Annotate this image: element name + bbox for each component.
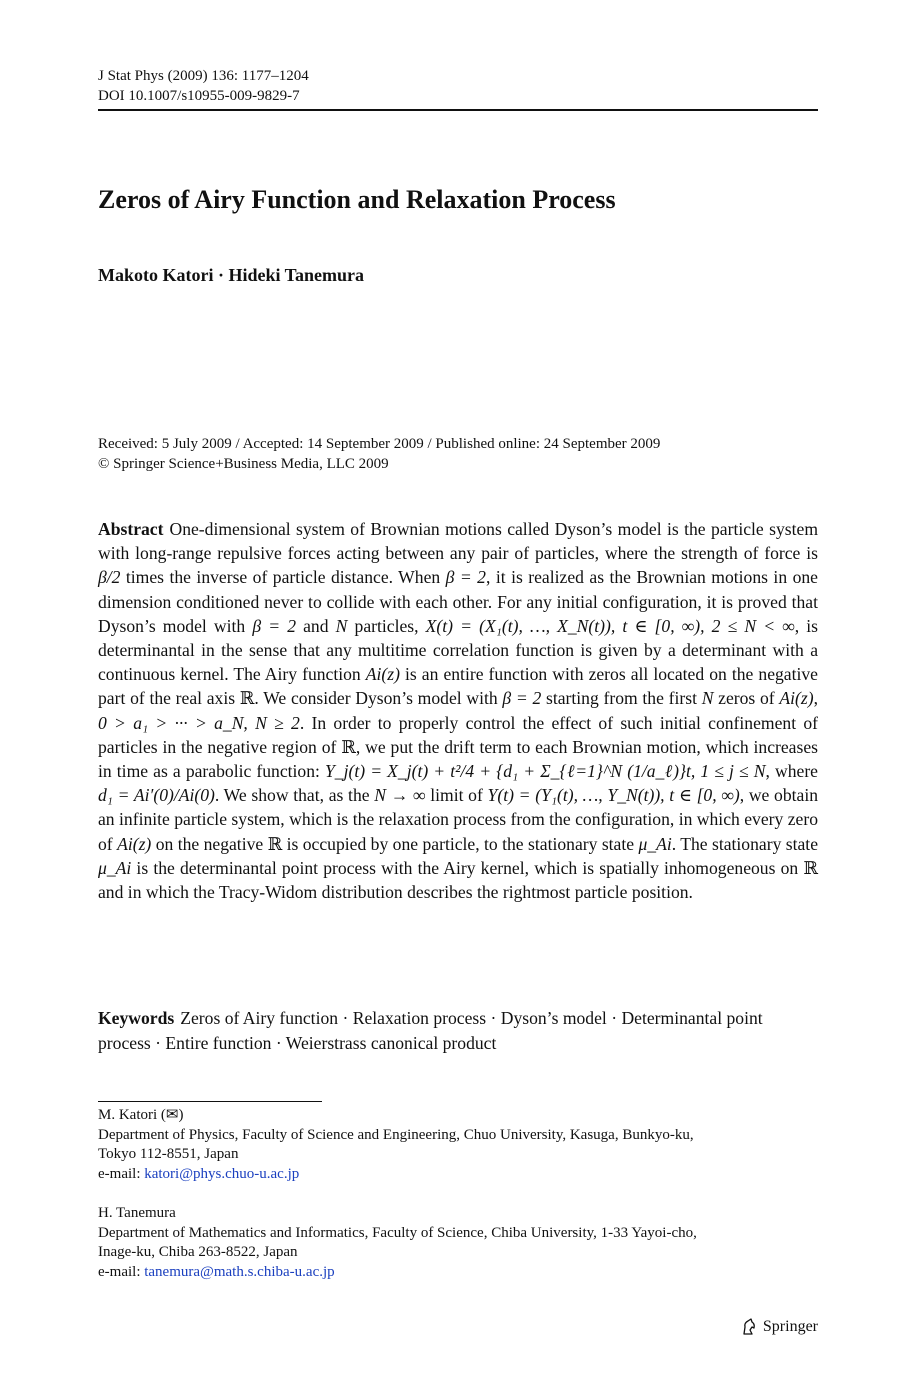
- keywords: [98, 1006, 818, 1056]
- abstract-text: starting from the first: [541, 688, 702, 709]
- math-y-process: Y(t) = (Y₁(t), …, Y_N(t)), t ∈ [0, ∞): [487, 785, 740, 806]
- abstract-text: . We show that, as the: [214, 785, 375, 806]
- math-zeros: 0 > a₁ > ··· > a_N, N ≥ 2: [98, 712, 300, 733]
- affiliation-dept: Department of Physics, Faculty of Science and Engineering, Chuo University, Kasuga, Bunkyo-ku,: [98, 1126, 694, 1143]
- math-n: N: [335, 615, 348, 636]
- math-mu-ai: μ_Ai: [638, 833, 672, 854]
- abstract: Abstract One-dimensional system of Brownian motions called Dyson’s model is the particle system with long-range repulsive forces acting between any pair of particles, where the strength of force is β/2 times the inverse of particle distance. When β = 2, it is realized as the Brownian motions in one dimension conditioned never to collide with each other. For any initial configuration, it is proved that Dyson’s model with β = 2 and N particles, X(t) = (X₁(t), …, X_N(t)), t ∈ [0, ∞), 2 ≤ N < ∞, is determinantal in the sense that any multitime correlation function is given by a determinant with a continuous kernel. The Airy function Ai(z) is an entire function with zeros all located on the negative part of the real axis ℝ. We consider Dyson’s model with β = 2 starting from the first N zeros of Ai(z), 0 > a₁ > ··· > a_N, N ≥ 2. In order to properly control the effect of such initial confinement of particles in the negative region of ℝ, we put the drift term to each Brownian motion, which increases in time as a parabolic function: Y_j(t) = X_j(t) + t²/4 + {d₁ + Σ_{ℓ=1}^N (1/a_ℓ)}t, 1 ≤ j ≤ N, where d₁ = Ai′(0)/Ai(0). We show that, as the N → ∞ limit of Y(t) = (Y₁(t), …, Y_N(t)), t ∈ [0, ∞), we obtain an infinite particle system, which is the relaxation process from the configuration, in which every zero of Ai(z) on the negative ℝ is occupied by one particle, to the stationary state μ_Ai. The stationary state μ_Ai is the determinantal point process with the Airy kernel, which is spatially inhomogeneous on ℝ and in which the Tracy-Widom distribution describes the rightmost particle position.: [98, 519, 819, 903]
- copyright: © Springer Science+Business Media, LLC 2009: [98, 455, 389, 472]
- math-mu-ai: μ_Ai: [98, 857, 132, 878]
- abstract-text: , where: [765, 761, 818, 782]
- abstract-text: . In order to properly control the effect of such initial confinement of particles in the negative region of ℝ, we put the drift term to each Brownian motion, which increases in time as a parabolic function:: [98, 712, 819, 782]
- affiliation-katori: [98, 1106, 818, 1184]
- abstract-text: , it is realized as the Brownian motions in one dimension conditioned never to collide with each other. For any initial configuration, it is proved that Dyson’s model with: [98, 567, 818, 636]
- affiliation-name: H. Tanemura: [98, 1205, 176, 1221]
- affiliation-city: Tokyo 112-8551, Japan: [98, 1146, 239, 1162]
- abstract-text: on the negative ℝ is occupied by one particle, to the stationary state: [151, 833, 639, 854]
- springer-logo: [740, 1317, 818, 1337]
- math-x-process: X(t) = (X₁(t), …, X_N(t)), t ∈ [0, ∞), 2 ≤ N < ∞: [425, 615, 795, 636]
- abstract-text: times the inverse of particle distance. When: [120, 567, 446, 588]
- abstract-text: and: [296, 615, 336, 636]
- math-limit: N → ∞: [374, 785, 426, 806]
- affiliation-email-line: [98, 1263, 818, 1283]
- email-label: e-mail:: [98, 1165, 145, 1182]
- abstract-label: Abstract: [98, 519, 164, 539]
- author-list: Makoto Katori · Hideki Tanemura: [98, 265, 365, 285]
- abstract-text: is an entire function with zeros all located on the negative part of the real axis ℝ. We consider Dyson’s model with: [98, 664, 818, 709]
- affiliation-tanemura: [98, 1204, 818, 1282]
- affiliation-city: Inage-ku, Chiba 263-8522, Japan: [98, 1244, 298, 1260]
- publication-history: [98, 435, 818, 474]
- email-link-tanemura[interactable]: tanemura@math.s.chiba-u.ac.jp: [144, 1263, 335, 1280]
- math-airy: Ai(z): [117, 833, 152, 854]
- math-d1: d₁ = Ai′(0)/Ai(0): [98, 785, 215, 806]
- math-beta-2: β = 2: [252, 615, 296, 636]
- abstract-text: particles,: [347, 615, 426, 636]
- journal-citation: J Stat Phys (2009) 136: 1177–1204: [98, 68, 309, 84]
- math-n: N: [701, 688, 714, 709]
- footnote-rule: [98, 1101, 322, 1102]
- math-beta-half: β/2: [98, 567, 121, 588]
- email-label: e-mail:: [98, 1263, 145, 1280]
- math-beta-2: β = 2: [445, 567, 486, 588]
- keywords-text: Zeros of Airy function · Relaxation process · Dyson’s model · Determinantal point process · Entire function · Weierstrass canonical product: [98, 1008, 763, 1053]
- abstract-text: , is determinantal in the sense that any multitime correlation function is given by a determinant with a continuous kernel. The Airy function: [98, 615, 819, 685]
- history-dates: Received: 5 July 2009 / Accepted: 14 September 2009 / Published online: 24 September 2009: [98, 436, 661, 452]
- math-beta-2: β = 2: [502, 688, 542, 709]
- affiliation-name: M. Katori (✉): [98, 1107, 184, 1123]
- math-airy: Ai(z): [365, 664, 400, 685]
- abstract-text: limit of: [425, 785, 488, 806]
- abstract-text: is the determinantal point process with the Airy kernel, which is spatially inhomogeneous on ℝ and in which the Tracy-Widom distribution describes the rightmost particle position.: [98, 857, 818, 903]
- math-airy: Ai(z): [779, 688, 814, 709]
- affiliation-email-line: [98, 1165, 818, 1185]
- springer-wordmark: Springer: [762, 1318, 818, 1335]
- doi: DOI 10.1007/s10955-009-9829-7: [98, 88, 300, 104]
- journal-header: [98, 66, 309, 106]
- affiliation-dept: Department of Mathematics and Informatics, Faculty of Science, Chiba University, 1-33 Yayoi-cho,: [98, 1224, 697, 1241]
- abstract-text: . The stationary state: [671, 833, 819, 854]
- abstract-text: One-dimensional system of Brownian motions called Dyson’s model is the particle system with long-range repulsive forces acting between any pair of particles, where the strength of force is: [98, 519, 818, 564]
- header-rule: [98, 109, 818, 111]
- math-y-drift: Y_j(t) = X_j(t) + t²/4 + {d₁ + Σ_{ℓ=1}^N (1/a_ℓ)}t, 1 ≤ j ≤ N: [325, 761, 766, 782]
- email-link-katori[interactable]: katori@phys.chuo-u.ac.jp: [144, 1165, 300, 1182]
- abstract-text: zeros of: [713, 688, 780, 709]
- keywords-label: Keywords: [98, 1008, 175, 1028]
- abstract-text: , we obtain an infinite particle system, which is the relaxation process from the configuration, in which every zero of: [98, 785, 819, 854]
- springer-horse-icon: [740, 1318, 758, 1336]
- article-title: Zeros of Airy Function and Relaxation Process: [98, 185, 616, 214]
